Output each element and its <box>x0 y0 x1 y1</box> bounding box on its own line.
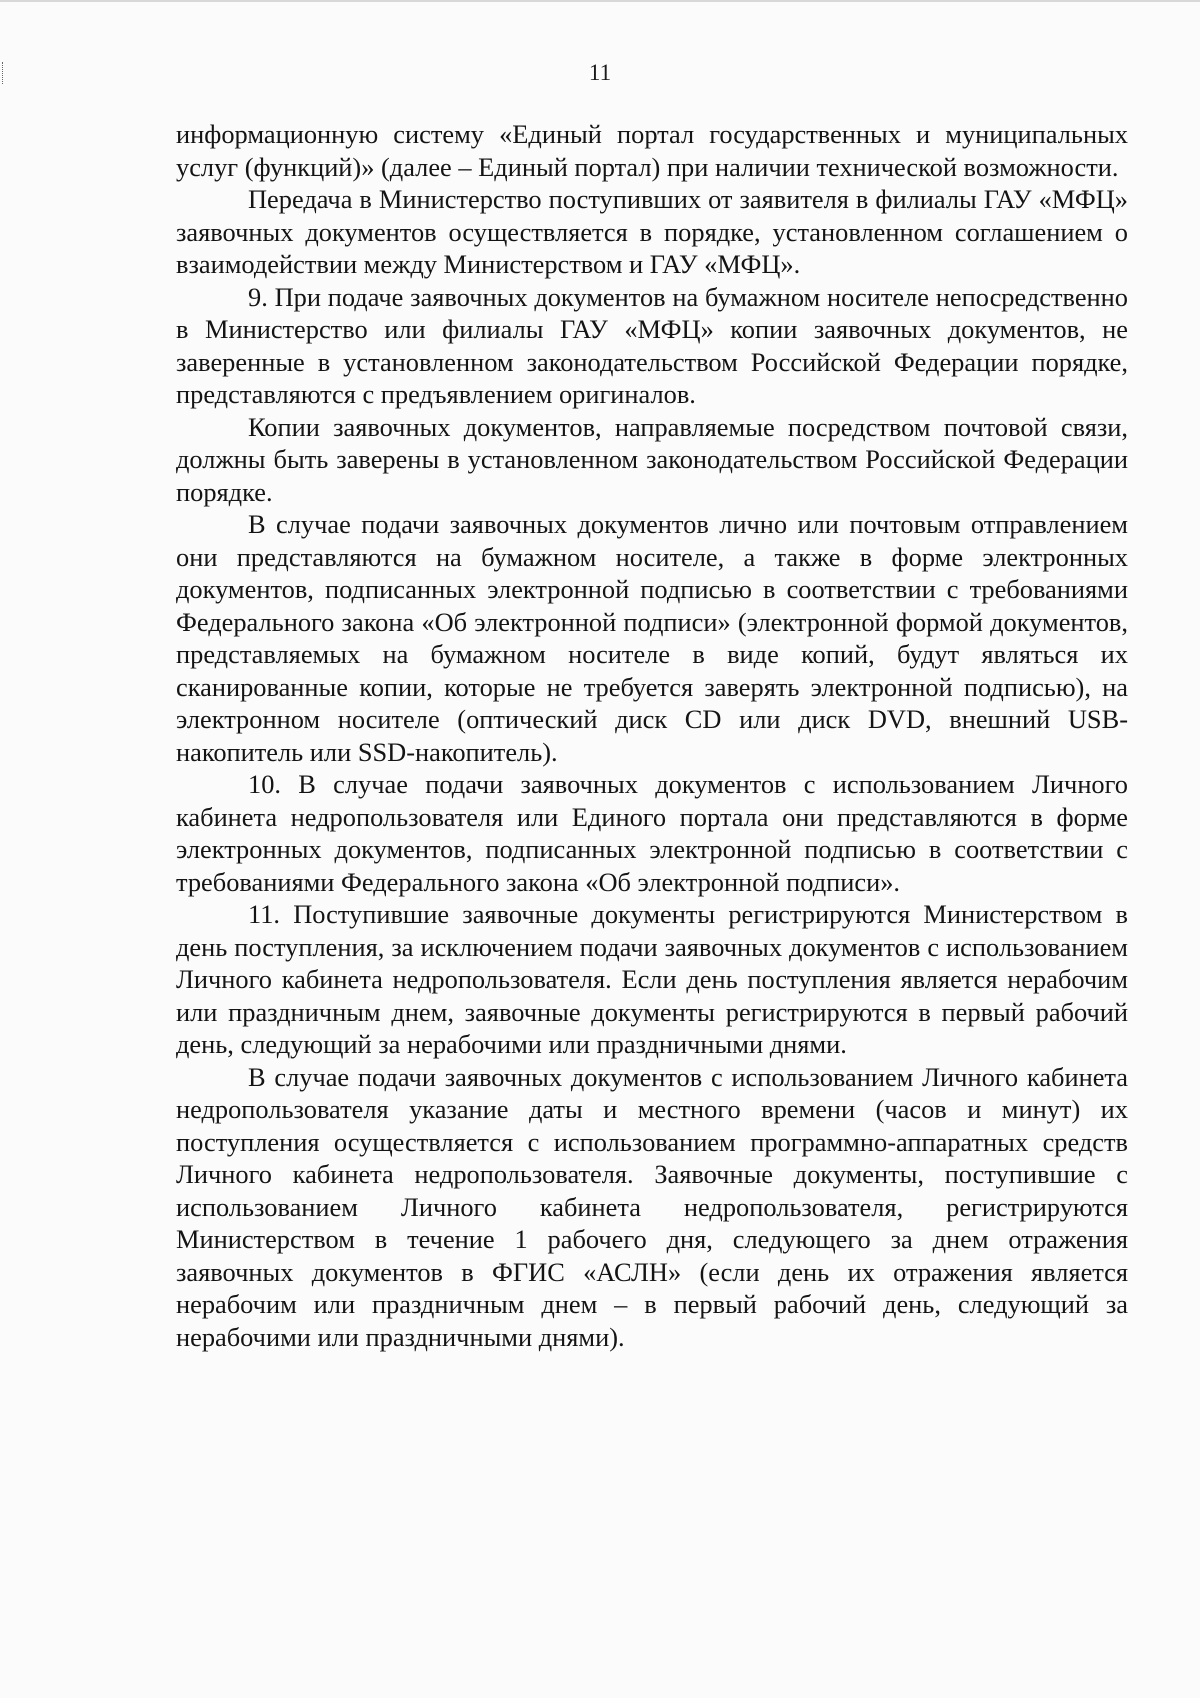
page-top-edge <box>0 0 1200 2</box>
document-body <box>176 118 1128 1353</box>
paragraph-5: В случае подачи заявочных документов лично или почтовым отправлением они представляются на бумажном носителе, а также в форме электронных документов, подписанных электронной подписью в соответствии с требованиями Федерального закона «Об электронной подписи» (электронной формой документов, представляемых на бумажном носителе в виде копий, будут являться их сканированные копии, которые не требуется заверять электронной подписью), на электронном носителе (оптический диск CD или диск DVD, внешний USB-накопитель или SSD-накопитель). <box>176 509 1128 767</box>
paragraph-4: Копии заявочных документов, направляемые посредством почтовой связи, должны быть заверены в установленном законодательством Российской Федерации порядке. <box>176 411 1128 507</box>
paragraph-8: В случае подачи заявочных документов с использованием Личного кабинета недропользователя указание даты и местного времени (часов и минут) их поступления осуществляется с использованием программно-аппаратных средств Личного кабинета недропользователя. Заявочные документы, поступившие с использованием Личного кабинета недропользователя, регистрируются Министерством в течение 1 рабочего дня, следующего за днем отражения заявочных документов в ФГИС «АСЛН» (если день их отражения является нерабочим или праздничным днем – в первый рабочий день, следующий за нерабочими или праздничными днями). <box>176 1061 1128 1352</box>
paragraph-2: Передача в Министерство поступивших от заявителя в филиалы ГАУ «МФЦ» заявочных документов осуществляется в порядке, установленном соглашением о взаимодействии между Министерством и ГАУ «МФЦ». <box>176 184 1128 279</box>
paragraph-1: информационную систему «Единый портал государственных и муниципальных услуг (функций)» (далее – Единый портал) при наличии технической возможности. <box>176 119 1128 182</box>
page-number: 11 <box>588 60 612 85</box>
paragraph-3: 9. При подаче заявочных документов на бумажном носителе непосредственно в Министерство или филиалы ГАУ «МФЦ» копии заявочных документов, не заверенные в установленном законодательством Российской Федерации порядке, представляются с предъявлением оригиналов. <box>176 281 1128 409</box>
paragraph-7: 11. Поступившие заявочные документы регистрируются Министерством в день поступления, за исключением подачи заявочных документов с использованием Личного кабинета недропользователя. Если день поступления является нерабочим или праздничным днем, заявочные документы регистрируются в первый рабочий день, следующий за нерабочими или праздничными днями. <box>176 899 1128 1059</box>
paragraph-6: 10. В случае подачи заявочных документов с использованием Личного кабинета недропользователя или Единого портала они представляются в форме электронных документов, подписанных электронной подписью в соответствии с требованиями Федерального закона «Об электронной подписи». <box>176 769 1128 897</box>
